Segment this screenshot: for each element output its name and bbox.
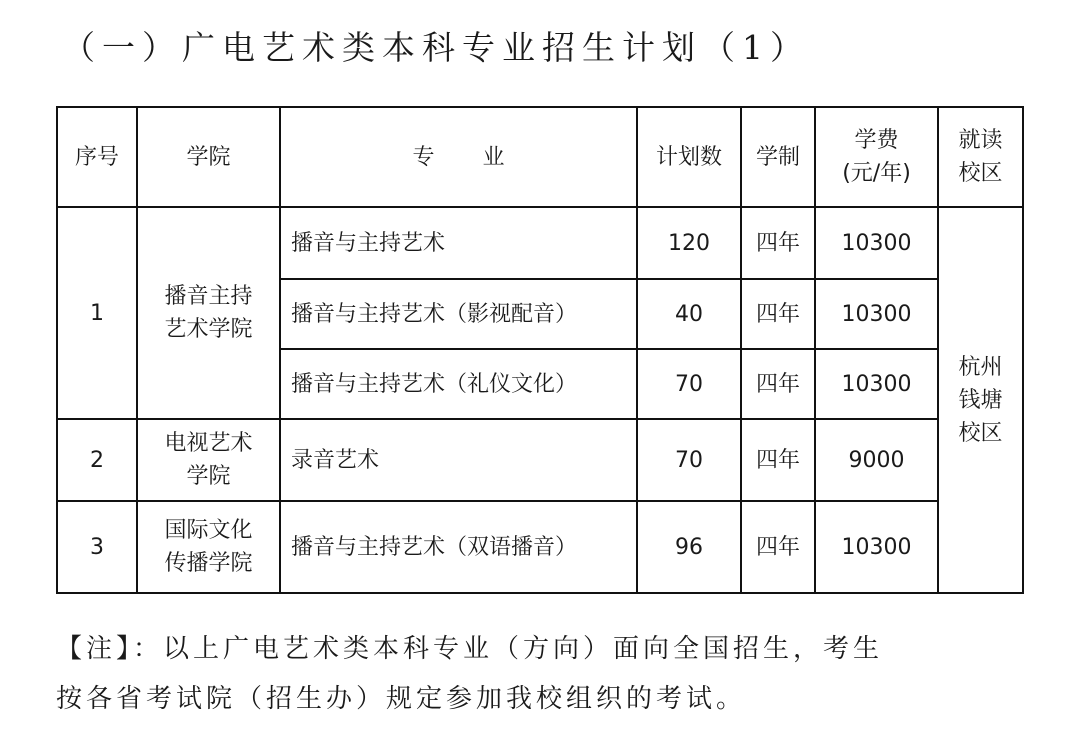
quota-cell: 70 [637,419,741,501]
duration-cell: 四年 [741,419,815,501]
duration-cell: 四年 [741,501,815,593]
quota-cell: 96 [637,501,741,593]
index-cell: 2 [57,419,137,501]
fee-cell: 9000 [815,419,938,501]
table-header-row [57,107,1023,207]
duration-cell: 四年 [741,279,815,349]
header-fee: 学费 (元/年) [815,107,938,207]
header-college: 学院 [137,107,280,207]
table-row [57,501,1023,593]
college-cell: 电视艺术 学院 [137,419,280,501]
fee-cell: 10300 [815,349,938,419]
footnote-line-2: 按各省考试院（招生办）规定参加我校组织的考试。 [56,684,747,714]
college-cell: 播音主持 艺术学院 [137,207,280,419]
enrollment-plan-table [56,106,1024,594]
quota-cell: 70 [637,349,741,419]
campus-cell: 杭州 钱塘 校区 [938,207,1023,593]
major-cell: 播音与主持艺术（影视配音） [280,279,637,349]
footnote-line-1: 【注】：以上广电艺术类本科专业（方向）面向全国招生，考生 [56,634,884,664]
duration-cell: 四年 [741,349,815,419]
header-major: 专业 [280,107,637,207]
fee-cell: 10300 [815,207,938,279]
index-cell: 1 [57,207,137,419]
table-row [57,207,1023,279]
table-row [57,419,1023,501]
page-title: （一）广电艺术类本科专业招生计划（1） [62,28,810,67]
fee-cell: 10300 [815,501,938,593]
header-duration: 学制 [741,107,815,207]
quota-cell: 40 [637,279,741,349]
major-cell: 录音艺术 [280,419,637,501]
fee-cell: 10300 [815,279,938,349]
header-quota: 计划数 [637,107,741,207]
header-index: 序号 [57,107,137,207]
quota-cell: 120 [637,207,741,279]
major-cell: 播音与主持艺术（礼仪文化） [280,349,637,419]
index-cell: 3 [57,501,137,593]
major-cell: 播音与主持艺术（双语播音） [280,501,637,593]
footnote [56,624,1036,724]
header-campus: 就读 校区 [938,107,1023,207]
college-cell: 国际文化 传播学院 [137,501,280,593]
duration-cell: 四年 [741,207,815,279]
major-cell: 播音与主持艺术 [280,207,637,279]
